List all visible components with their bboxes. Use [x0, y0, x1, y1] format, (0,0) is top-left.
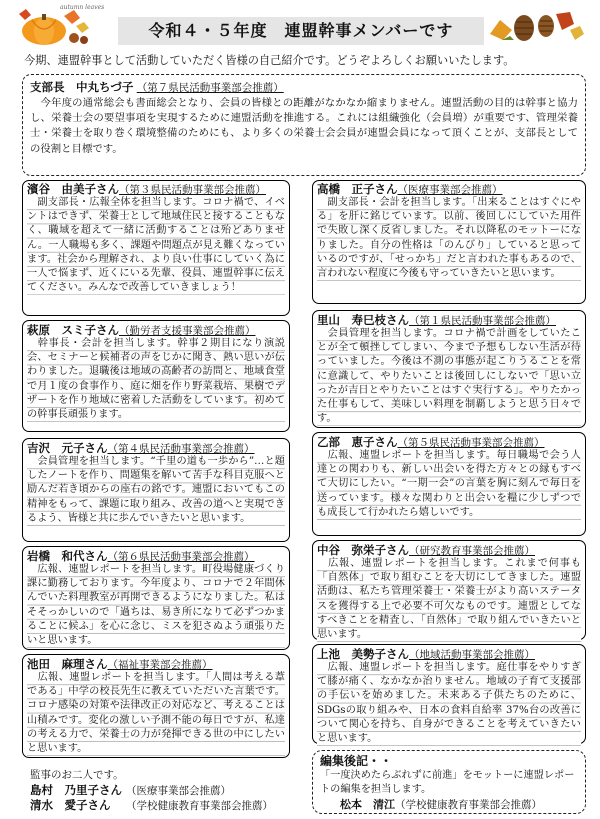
intro-text: 今期、連盟幹事として活動していただく皆様の自己紹介です。どうぞよろしくお願いいたします。 — [24, 54, 515, 67]
deco-caption: autumn leaves — [60, 4, 105, 11]
member-name: 萩原 スミ子さん — [27, 323, 119, 337]
pinecone-icon — [482, 4, 587, 44]
chief-header — [30, 80, 284, 96]
member-body: 広報、連盟レポートを担当します。毎日職場で会う人達との関わりも、新しい出会いを得た方々との縁もすべて大切にしたい。“一期一会”の言葉を胸に刻んで毎日を送っています。様々な関わりと出会いを糧に少しずつでも成長して行かれたら嬉しいです。 — [317, 449, 581, 520]
member-name: 乙部 恵子さん — [317, 435, 398, 449]
editor-title: 編集後記・・ — [320, 754, 393, 768]
auditor-name: 清水 愛子さん — [30, 798, 111, 812]
member-body: 広報、連盟レポートを担当します。町役場健康づくり課に勤務しております。今年度より、コロナで２年間休んでいた料理教室が再開できるようになりました。私はそそっかしいので「過ちは、易き所になりて必ずつかまることに候ふ」を心に念じ、ミスを犯さぬよう頑張りたいと思います。 — [27, 563, 285, 648]
auditor-affiliation: （学校健康教育事業部会推薦） — [126, 800, 273, 812]
chief-body: 今年度の通常総会も書面総会となり、会員の皆様との距離がなかなか縮まりません。連盟活動の目的は幹事と協力し、栄養士会の要望事項を実現するために連盟活動を推進する。これには組織強化（会員増）が重要です、管理栄養士・栄養士を取り巻く環境整備のためにも、より多くの栄養士会会員が連盟会員になって頂くことが、支部長としての役割と目標です。 — [30, 97, 578, 155]
member-affiliation: （地域活動事業部会推薦） — [409, 649, 535, 661]
auditor-affiliation: （医療事業部会推薦） — [126, 785, 231, 797]
chief-name: 支部長 中丸ちづ子 — [30, 80, 134, 94]
member-name: 濱谷 由美子さん — [27, 182, 119, 196]
member-affiliation: （第４県民活動事業部会推薦） — [107, 443, 255, 455]
auditor-name: 島村 乃里子さん — [30, 783, 122, 797]
member-body: 会員管理を担当します。“千里の道も一歩から”…と題したノートを作り、問題集を解いて苦手な科目克服へと励んだ若き頃からの座右の銘です。連盟においてもこの精神をもって、課題に取り組み、改善の道へと実現できるよう、皆様と共に歩んでいきたいと思います。 — [27, 455, 285, 526]
auditor-row — [30, 798, 273, 814]
member-body: 広報、連盟レポートを担当します。これまで何事も「自然体」で取り組むことを大切にしてきました。連盟活動は、私たち管理栄養士・栄養士がより高いステータスを獲得する上で必要不可欠なものです。連盟としてなすべきことを精査し、「自然体」で取り組んでいきたいと思います。 — [317, 557, 581, 642]
member-affiliation: （勤労者支援事業部会推薦） — [119, 325, 256, 337]
member-name: 上池 美勢子さん — [317, 647, 409, 661]
member-affiliation: （第１県民活動事業部会推薦） — [409, 315, 556, 327]
editor-name: 松本 清江 — [340, 798, 395, 811]
member-name: 岩橋 和代さん — [27, 549, 108, 563]
member-name: 吉沢 元子さん — [27, 441, 108, 455]
member-name: 池田 麻理さん — [27, 657, 108, 671]
editor-body: 「一度決めたらぶれずに前進」をモットーに連盟レポートの編集を担当します。 — [320, 770, 575, 795]
editor-signature — [340, 797, 542, 813]
member-body: 広報、連盟レポートを担当します。庭仕事をやりすぎて膝が痛く、なかなか治りません。地域の子育て支援部の手伝いを始めました。未来ある子供たちのために、SDGsの取り組みや、日本の食料自給率 37%台の改善について関心を持ち、自身ができることを考えていきたいと思います。 — [317, 661, 581, 746]
editor-affiliation: （学校健康教育事業部会推薦） — [395, 799, 542, 811]
member-name: 高橋 正子さん — [317, 182, 398, 196]
member-body: 副支部長・広報全体を担当します。コロナ禍で、イベントはできず、栄養士として地域住民と接することもなく、職域を超えて一緒に活動することは殆どありません。一人職場も多く、課題や問題点が見え難くなっています。社会から理解され、より良い仕事にしていく為に一人で悩まず、近くにいる先輩、役員、連盟幹事に伝えてください。みんなで改善していきましょう！ — [27, 196, 285, 295]
member-affiliation: （第６県民活動事業部会推薦） — [107, 551, 255, 563]
member-body: 幹事長・会計を担当します。幹事２期目になり演説会、セミナーと候補者の声をじかに聞き、熱い思いが伝わりました。退職後は地域の高齢者の訪問と、地域食堂で月１度の食事作り、庭に畑を作り野菜栽培、果樹でデザートを作り地域に密着した活動をしています。初めての幹事長頑張ります。 — [27, 337, 285, 422]
auditor-row — [30, 783, 231, 799]
member-affiliation: （第３県民活動事業部会推薦） — [119, 184, 266, 196]
member-body: 副支部長・会計を担当します。「出来ることはすぐにやる」を肝に銘じています。以前、後回しにしていた用件で失敗し深く反省しました。それ以降私のモットーになりました。自分の性格は「のんびり」していると思っているのですが、「せっかち」だと言われた事もあるので、言われない程度に今後も守っていきたいと思います。 — [317, 196, 581, 281]
member-affiliation: （第５県民活動事業部会推薦） — [397, 437, 545, 449]
member-body: 会員管理を担当します。コロナ禍で計画をしていたことが全て頓挫してしまい、今まで予想もしない生活が待っていました。今後は不測の事態が起こりうることを常に意識して、やりたいことは後回しにしないで「思い立ったが吉日とやりたいことはすぐ実行する」。やりたかった仕事もして、美味しい料理を制覇しようと思う日々です。 — [317, 327, 581, 426]
chief-affiliation: （第７県民活動事業部会推薦） — [136, 82, 284, 94]
member-body: 広報、連盟レポートを担当します。「人間は考える葦である」中学の校長先生に教えていただいた言葉です。コロナ感染の対策や法律改正の対応など、考えることは山積みです。変化の激しい予測不能の毎日ですが、私達の考える力で、栄養士の力が発揮できる世の中にしたいと思います。 — [27, 671, 285, 756]
member-name: 中谷 弥栄子さん — [317, 543, 409, 557]
member-affiliation: （福祉事業部会推薦） — [107, 659, 213, 671]
member-name: 里山 寿巳枝さん — [317, 313, 409, 327]
member-affiliation: （医療事業部会推薦） — [397, 184, 503, 196]
auditors-heading: 監事のお二人です。 — [30, 769, 124, 781]
page-title: 令和４・５年度 連盟幹事メンバーです — [148, 21, 454, 40]
member-affiliation: （研究教育事業部会推薦） — [409, 545, 535, 557]
